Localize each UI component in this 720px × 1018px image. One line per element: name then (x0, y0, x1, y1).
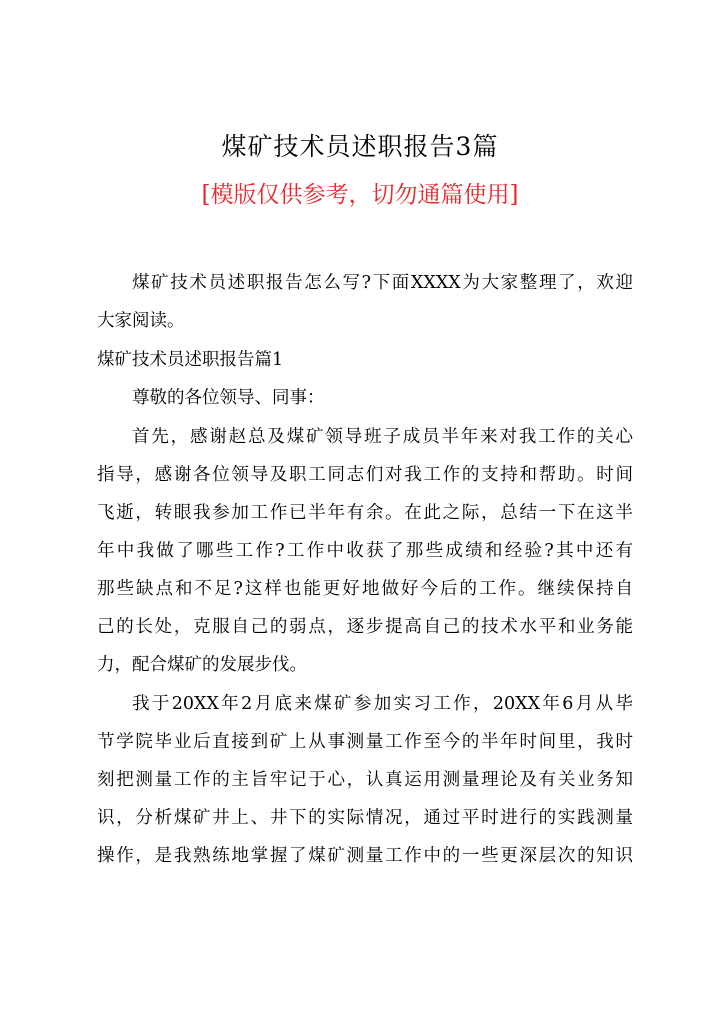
paragraph-line: 己的长处，克服自己的弱点，逐步提高自己的技术水平和业务能 (97, 617, 633, 637)
paragraph-line: 识，分析煤矿井上、井下的实际情况，通过平时进行的实践测量 (97, 808, 633, 828)
paragraph-line: 飞逝，转眼我参加工作已半年有余。在此之际，总结一下在这半 (97, 503, 633, 523)
paragraph-line: 首先，感谢赵总及煤矿领导班子成员半年来对我工作的关心 (132, 427, 633, 447)
paragraph-line: 我于20XX年2月底来煤矿参加实习工作，20XX年6月从毕 (132, 694, 633, 714)
paragraph-line: 指导，感谢各位领导及职工同志们对我工作的支持和帮助。时间 (97, 465, 633, 485)
paragraph-line: 节学院毕业后直接到矿上从事测量工作至今的半年时间里，我时 (97, 732, 633, 752)
document-title: 煤矿技术员述职报告3篇 (221, 132, 499, 161)
intro-line: 大家阅读。 (97, 311, 185, 331)
paragraph-line: 力，配合煤矿的发展步伐。 (97, 655, 307, 675)
paragraph-line: 操作，是我熟练地掌握了煤矿测量工作中的一些更深层次的知识 (97, 846, 633, 866)
greeting: 尊敬的各位领导、同事： (132, 388, 325, 408)
intro-line: 煤矿技术员述职报告怎么写?下面XXXX为大家整理了，欢迎 (132, 273, 633, 293)
paragraph-line: 刻把测量工作的主旨牢记于心，认真运用测量理论及有关业务知 (97, 770, 633, 790)
section-heading: 煤矿技术员述职报告篇1 (97, 350, 284, 370)
paragraph-line: 那些缺点和不足?这样也能更好地做好今后的工作。继续保持自 (97, 579, 633, 599)
template-notice: [模版仅供参考，切勿通篇使用] (201, 182, 519, 208)
paragraph-line: 年中我做了哪些工作?工作中收获了那些成绩和经验?其中还有 (97, 541, 633, 561)
